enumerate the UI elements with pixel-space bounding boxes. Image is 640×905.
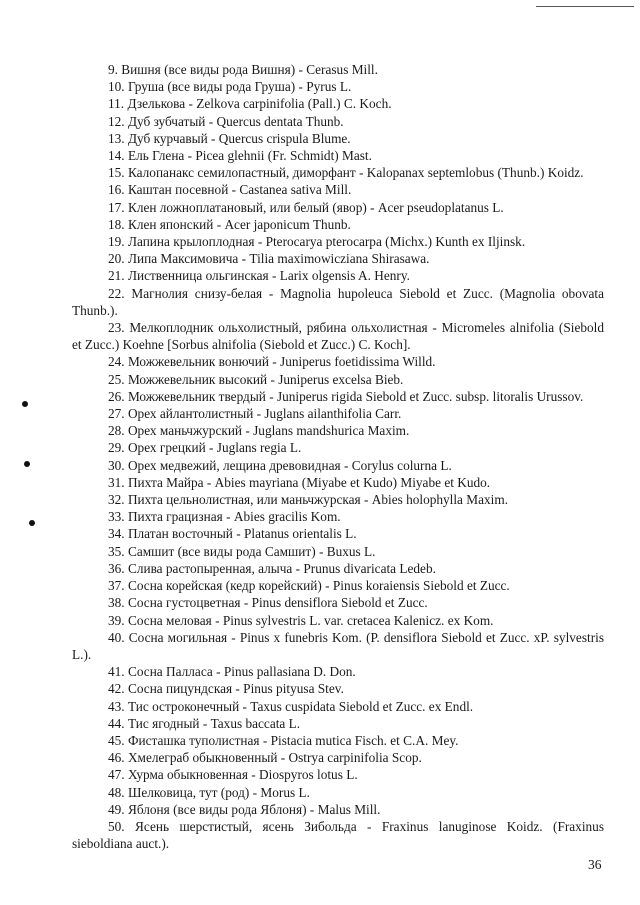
list-item: 17. Клен ложноплатановый, или белый (явор) - Acer pseudoplatanus L. <box>108 199 504 215</box>
list-item: 10. Груша (все виды рода Груша) - Pyrus L. <box>108 79 352 95</box>
list-item: 22. Магнолия снизу-белая - Magnolia hupoleuca Siebold et Zucc. (Magnolia obovata Thunb.). <box>72 285 604 318</box>
list-item: 29. Орех грецкий - Juglans regia L. <box>108 440 302 456</box>
margin-dot <box>22 401 28 407</box>
list-item: 40. Сосна могильная - Pinus x funebris Kom. (P. densiflora Siebold et Zucc. xP. sylvestris L.). <box>72 629 604 662</box>
list-item: 21. Лиственница ольгинская - Larix olgensis A. Henry. <box>108 268 410 284</box>
list-item: 13. Дуб курчавый - Quercus crispula Blume. <box>108 130 351 146</box>
list-item: 23. Мелкоплодник ольхолистный, рябина ольхолистная - Micromeles alnifolia (Siebold et Zucc.) Koehne [Sorbus alnifolia (Siebold et Zucc.) C. Koch]. <box>72 320 604 353</box>
list-item: 9. Вишня (все виды рода Вишня) - Cerasus Mill. <box>108 62 378 77</box>
list-item: 19. Лапина крылоплодная - Pterocarya pterocarpa (Michx.) Kunth ex Iljinsk. <box>108 234 526 250</box>
list-item: 39. Сосна меловая - Pinus sylvestris L. var. cretacea Kalenicz. ex Kom. <box>108 612 494 628</box>
page-number: 36 <box>588 857 602 872</box>
margin-dot <box>29 520 35 526</box>
list-item: 25. Можжевельник высокий - Juniperus excelsa Bieb. <box>108 371 404 387</box>
list-item: 28. Орех маньчжурский - Juglans mandshurica Maxim. <box>108 423 410 439</box>
list-item: 24. Можжевельник вонючий - Juniperus foetidissima Willd. <box>108 354 436 370</box>
species-list <box>72 61 604 852</box>
list-item: 43. Тис остроконечный - Taxus cuspidata Siebold et Zucc. ex Endl. <box>108 698 474 714</box>
list-item: 50. Ясень шерстистый, ясень Зибольда - Fraxinus lanuginose Koidz. (Fraxinus sieboldiana auct.). <box>72 818 604 852</box>
list-item: 31. Пихта Майра - Abies mayriana (Miyabe et Kudo) Miyabe et Kudo. <box>108 474 491 490</box>
list-item: 27. Орех айлантолистный - Juglans ailanthifolia Carr. <box>108 406 402 422</box>
list-item: 42. Сосна пицундская - Pinus pityusa Stev. <box>108 681 344 697</box>
list-item: 36. Слива растопыренная, алыча - Prunus divaricata Ledeb. <box>108 560 436 576</box>
list-item: 47. Хурма обыкновенная - Diospyros lotus L. <box>108 767 358 783</box>
list-item: 45. Фисташка туполистная - Pistacia mutica Fisch. et C.A. Mey. <box>108 732 459 748</box>
list-item: 20. Липа Максимовича - Tilia maximowicziana Shirasawa. <box>108 251 430 267</box>
list-item: 11. Дзелькова - Zelkova carpinifolia (Pall.) C. Koch. <box>108 96 392 112</box>
list-item: 32. Пихта цельнолистная, или маньчжурская - Abies holophylla Maxim. <box>108 492 509 508</box>
list-item: 34. Платан восточный - Platanus orientalis L. <box>108 526 357 542</box>
list-item: 44. Тис ягодный - Taxus baccata L. <box>108 715 301 731</box>
list-item: 46. Хмелеграб обыкновенный - Ostrya carpinifolia Scop. <box>108 750 422 766</box>
list-item: 15. Калопанакс семилопастный, диморфант - Kalopanax septemlobus (Thunb.) Koidz. <box>108 165 584 181</box>
top-rule <box>536 6 634 7</box>
list-item: 14. Ель Глена - Picea glehnii (Fr. Schmidt) Mast. <box>108 148 372 164</box>
list-item: 49. Яблоня (все виды рода Яблоня) - Malus Mill. <box>108 801 381 817</box>
list-item: 37. Сосна корейская (кедр корейский) - Pinus koraiensis Siebold et Zucc. <box>108 578 510 594</box>
list-item: 38. Сосна густоцветная - Pinus densiflora Siebold et Zucc. <box>108 595 428 611</box>
margin-dot <box>24 461 30 467</box>
list-item: 33. Пихта грацизная - Abies gracilis Kom. <box>108 509 341 525</box>
list-item: 35. Самшит (все виды рода Самшит) - Buxus L. <box>108 543 376 559</box>
list-item: 41. Сосна Палласа - Pinus pallasiana D. Don. <box>108 664 356 680</box>
list-item: 12. Дуб зубчатый - Quercus dentata Thunb. <box>108 113 344 129</box>
list-item: 16. Каштан посевной - Castanea sativa Mill. <box>108 182 352 198</box>
list-item: 26. Можжевельник твердый - Juniperus rigida Siebold et Zucc. subsp. litoralis Urussov. <box>108 388 584 404</box>
list-item: 18. Клен японский - Acer japonicum Thunb. <box>108 216 351 232</box>
list-item: 30. Орех медвежий, лещина древовидная - Corylus colurna L. <box>108 457 452 473</box>
list-item: 48. Шелковица, тут (род) - Morus L. <box>108 784 310 800</box>
